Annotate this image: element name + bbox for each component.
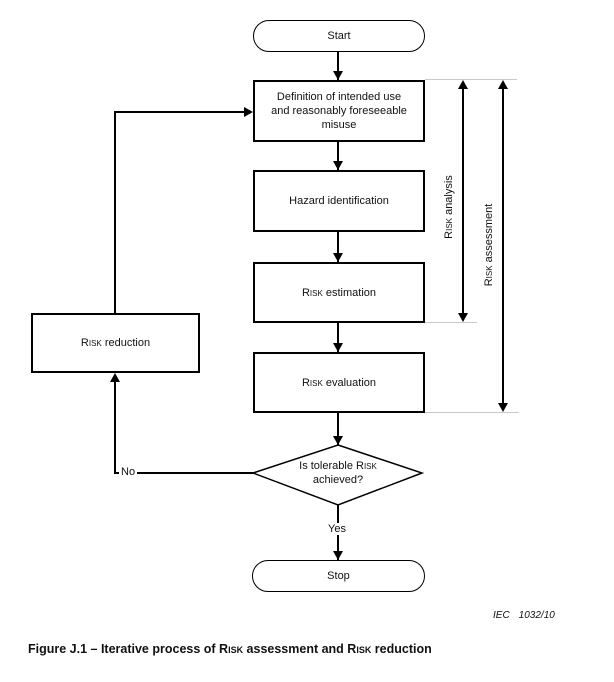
risk-smallcaps: Risk: [347, 642, 372, 656]
node-estimation-label: [302, 286, 376, 300]
node-risk-estimation: [253, 262, 425, 323]
figure-reference-number: 1032/10: [518, 610, 555, 621]
edge-label-no: No: [121, 466, 136, 478]
arrowhead-down-icon: [333, 161, 343, 170]
bracket-risk-assessment-line: [502, 84, 504, 408]
reduction-rest: reduction: [101, 337, 151, 349]
caption-part1: Figure J.1 – Iterative process of: [28, 642, 220, 656]
bracket-label-risk-analysis: [443, 162, 455, 252]
node-risk-evaluation: [253, 352, 425, 413]
node-evaluation-label: [302, 376, 376, 390]
node-definition-label: Definition of intended use and reasonably foreseeable misuse: [271, 91, 407, 131]
edge-reduction-loop-horizontal: [114, 111, 246, 113]
arrowhead-down-icon: [458, 313, 468, 322]
risk-smallcaps: Risk: [219, 642, 244, 656]
decision-line2: achieved?: [312, 474, 364, 486]
node-start-label: Start: [327, 30, 351, 42]
analysis-rest: analysis: [443, 175, 455, 218]
risk-smallcaps: Risk: [443, 217, 455, 239]
estimation-rest: estimation: [322, 286, 377, 299]
node-stop-label: Stop: [327, 570, 350, 582]
risk-smallcaps: Risk: [301, 286, 323, 299]
node-hazard-identification: [253, 170, 425, 232]
caption-part3: reduction: [371, 642, 432, 656]
risk-smallcaps: Risk: [80, 337, 102, 349]
decision-line1: [299, 460, 377, 472]
risk-smallcaps: Risk: [301, 376, 323, 389]
arrowhead-down-icon: [333, 436, 343, 445]
edge-reduction-loop-vertical: [114, 111, 116, 313]
figure-reference: [493, 610, 555, 621]
bracket-risk-analysis-line: [462, 84, 464, 318]
arrowhead-up-icon: [110, 373, 120, 382]
risk-smallcaps: Risk: [483, 265, 495, 287]
figure-caption: [28, 642, 432, 656]
arrowhead-up-icon: [498, 80, 508, 89]
node-reduction-label: [81, 336, 150, 350]
caption-part2: assessment and: [243, 642, 348, 656]
node-stop: [252, 560, 425, 592]
node-start: [253, 20, 425, 52]
bracket-tick-line: [425, 322, 477, 323]
arrowhead-up-icon: [458, 80, 468, 89]
edge-no-up-to-reduction: [114, 378, 116, 474]
node-definition: [253, 80, 425, 142]
node-decision-label: [263, 459, 413, 487]
arrowhead-down-icon: [333, 551, 343, 560]
arrowhead-down-icon: [333, 253, 343, 262]
edge-label-yes: Yes: [328, 523, 346, 535]
arrowhead-down-icon: [333, 71, 343, 80]
evaluation-rest: evaluation: [322, 376, 377, 389]
node-risk-reduction: [31, 313, 200, 373]
node-hazard-label: Hazard identification: [289, 195, 389, 207]
figure-reference-org: IEC: [493, 610, 510, 621]
bracket-label-risk-assessment: [483, 193, 495, 297]
risk-smallcaps: Risk: [356, 460, 377, 472]
arrowhead-right-icon: [244, 107, 253, 117]
arrowhead-down-icon: [333, 343, 343, 352]
bracket-tick-line: [425, 412, 519, 413]
decision-line1-pre: Is tolerable: [299, 460, 357, 472]
assessment-rest: assessment: [483, 203, 495, 266]
arrowhead-down-icon: [498, 403, 508, 412]
